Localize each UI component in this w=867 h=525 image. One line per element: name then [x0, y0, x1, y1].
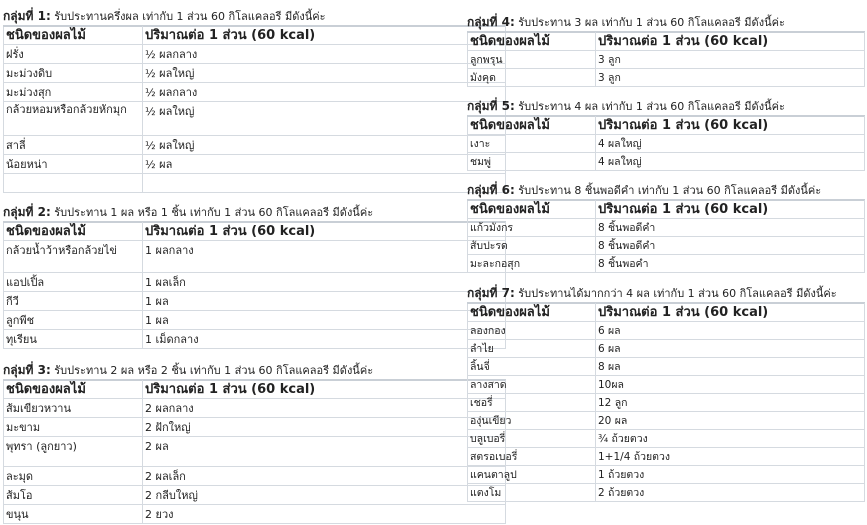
- col-amount-header: ปริมาณต่อ 1 ส่วน (60 kcal): [596, 117, 865, 135]
- table-row: [4, 292, 506, 311]
- group-4-panel: [467, 14, 865, 87]
- group-1-panel: [3, 8, 506, 193]
- group-6-panel: [467, 182, 865, 273]
- table-row: [4, 437, 506, 467]
- col-fruit-header: ชนิดของผลไม้: [4, 27, 143, 45]
- table-row: [4, 241, 506, 273]
- fruit-amount: 8 ชิ้นพอคำ: [596, 255, 865, 273]
- fruit-name: ลางสาด: [468, 376, 596, 394]
- group-7-label: กลุ่มที่ 7:: [467, 286, 515, 300]
- fruit-name: กล้วยหอมหรือกล้วยหักมุก: [4, 102, 143, 136]
- fruit-amount: ½ ผลกลาง: [143, 45, 506, 64]
- group-6-label: กลุ่มที่ 6:: [467, 183, 515, 197]
- group-6-desc: รับประทาน 8 ชิ้นพอดีคำ เท่ากับ 1 ส่วน 60 กิโลแคลอรี มีดังนี้ค่ะ: [514, 184, 822, 197]
- table-row: [4, 102, 506, 136]
- fruit-name: ละมุด: [4, 467, 143, 486]
- table-row: [4, 505, 506, 524]
- table-row: [4, 174, 506, 193]
- table-row: [468, 153, 865, 171]
- table-row: [468, 376, 865, 394]
- fruit-name: มังคุด: [468, 69, 596, 87]
- fruit-name: แก้วมังกร: [468, 219, 596, 237]
- group-5-label: กลุ่มที่ 5:: [467, 99, 515, 113]
- fruit-amount: 1 ผล: [143, 311, 506, 330]
- group-3-header: [3, 362, 506, 380]
- table-row: [4, 486, 506, 505]
- table-header-row: [468, 201, 865, 219]
- table-row: [4, 64, 506, 83]
- fruit-name: เงาะ: [468, 135, 596, 153]
- fruit-name: พุทรา (ลูกยาว): [4, 437, 143, 467]
- fruit-name: ลูกพรุน: [468, 51, 596, 69]
- group-7-desc: รับประทานได้มากกว่า 4 ผล เท่ากับ 1 ส่วน 60 กิโลแคลอรี มีดังนี้ค่ะ: [514, 287, 837, 300]
- fruit-amount: 2 กลีบใหญ่: [143, 486, 506, 505]
- col-fruit-header: ชนิดของผลไม้: [468, 33, 596, 51]
- col-amount-header: ปริมาณต่อ 1 ส่วน (60 kcal): [143, 27, 506, 45]
- fruit-name: ขนุน: [4, 505, 143, 524]
- fruit-name: ฝรั่ง: [4, 45, 143, 64]
- fruit-name: องุ่นเขียว: [468, 412, 596, 430]
- table-header-row: [4, 27, 506, 45]
- fruit-amount: 20 ผล: [596, 412, 865, 430]
- fruit-name: สับปะรด: [468, 237, 596, 255]
- group-4-desc: รับประทาน 3 ผล เท่ากับ 1 ส่วน 60 กิโลแคลอรี มีดังนี้ค่ะ: [514, 16, 785, 29]
- fruit-amount: 2 ยวง: [143, 505, 506, 524]
- fruit-name: แตงโม: [468, 484, 596, 502]
- fruit-amount: 2 ผลกลาง: [143, 399, 506, 418]
- table-row: [468, 69, 865, 87]
- fruit-amount: 4 ผลใหญ่: [596, 153, 865, 171]
- table-header-row: [4, 381, 506, 399]
- fruit-amount: [143, 174, 506, 193]
- fruit-name: ลองกอง: [468, 322, 596, 340]
- table-row: [4, 311, 506, 330]
- fruit-amount: ½ ผล: [143, 155, 506, 174]
- fruit-amount: 3 ลูก: [596, 69, 865, 87]
- group-5-table: [467, 116, 865, 171]
- group-1-desc: รับประทานครึ่งผล เท่ากับ 1 ส่วน 60 กิโลแคลอรี มีดังนี้ค่ะ: [50, 10, 326, 23]
- fruit-amount: 1 ผลกลาง: [143, 241, 506, 273]
- fruit-name: มะขาม: [4, 418, 143, 437]
- fruit-amount: ¾ ถ้วยตวง: [596, 430, 865, 448]
- group-3-panel: [3, 362, 506, 524]
- fruit-amount: ½ ผลใหญ่: [143, 102, 506, 136]
- table-row: [4, 83, 506, 102]
- table-row: [468, 340, 865, 358]
- fruit-amount: 2 ผล: [143, 437, 506, 467]
- group-5-panel: [467, 98, 865, 171]
- fruit-amount: 1 ถ้วยตวง: [596, 466, 865, 484]
- fruit-name: กีวี: [4, 292, 143, 311]
- fruit-amount: 2 ฝักใหญ่: [143, 418, 506, 437]
- fruit-name: ลิ้นจี่: [468, 358, 596, 376]
- group-2-desc: รับประทาน 1 ผล หรือ 1 ชิ้น เท่ากับ 1 ส่วน 60 กิโลแคลอรี มีดังนี้ค่ะ: [50, 206, 374, 219]
- table-header-row: [468, 117, 865, 135]
- table-row: [468, 237, 865, 255]
- table-row: [468, 219, 865, 237]
- fruit-name: บลูเบอรี่: [468, 430, 596, 448]
- table-row: [4, 136, 506, 155]
- group-1-label: กลุ่มที่ 1:: [3, 9, 51, 23]
- fruit-name: มะม่วงสุก: [4, 83, 143, 102]
- group-2-panel: [3, 204, 506, 349]
- table-row: [468, 430, 865, 448]
- table-row: [468, 322, 865, 340]
- table-row: [4, 399, 506, 418]
- group-5-header: [467, 98, 865, 116]
- group-4-header: [467, 14, 865, 32]
- table-row: [468, 448, 865, 466]
- fruit-amount: 12 ลูก: [596, 394, 865, 412]
- group-3-desc: รับประทาน 2 ผล หรือ 2 ชิ้น เท่ากับ 1 ส่วน 60 กิโลแคลอรี มีดังนี้ค่ะ: [50, 364, 374, 377]
- fruit-amount: 4 ผลใหญ่: [596, 135, 865, 153]
- fruit-amount: ½ ผลใหญ่: [143, 136, 506, 155]
- col-amount-header: ปริมาณต่อ 1 ส่วน (60 kcal): [596, 33, 865, 51]
- fruit-name: ส้มเขียวหวาน: [4, 399, 143, 418]
- fruit-amount: 10ผล: [596, 376, 865, 394]
- fruit-amount: 3 ลูก: [596, 51, 865, 69]
- fruit-amount: 6 ผล: [596, 322, 865, 340]
- table-row: [468, 255, 865, 273]
- table-row: [468, 135, 865, 153]
- col-fruit-header: ชนิดของผลไม้: [4, 381, 143, 399]
- fruit-name: น้อยหน่า: [4, 155, 143, 174]
- table-row: [468, 394, 865, 412]
- fruit-name: ทุเรียน: [4, 330, 143, 349]
- group-7-header: [467, 285, 865, 303]
- table-row: [468, 484, 865, 502]
- group-7-panel: [467, 285, 865, 502]
- fruit-name: ชมพู่: [468, 153, 596, 171]
- fruit-amount: 1 ผลเล็ก: [143, 273, 506, 292]
- table-row: [4, 330, 506, 349]
- group-2-label: กลุ่มที่ 2:: [3, 205, 51, 219]
- fruit-amount: 8 ชิ้นพอดีคำ: [596, 237, 865, 255]
- col-fruit-header: ชนิดของผลไม้: [468, 117, 596, 135]
- fruit-amount: 6 ผล: [596, 340, 865, 358]
- group-2-header: [3, 204, 506, 222]
- group-7-table: [467, 303, 865, 502]
- fruit-amount: 2 ผลเล็ก: [143, 467, 506, 486]
- col-fruit-header: ชนิดของผลไม้: [468, 304, 596, 322]
- fruit-name: แอปเปิ้ล: [4, 273, 143, 292]
- fruit-name: ลูกพีช: [4, 311, 143, 330]
- table-row: [4, 155, 506, 174]
- group-1-table: [3, 26, 506, 193]
- fruit-name: [4, 174, 143, 193]
- table-row: [4, 467, 506, 486]
- group-5-desc: รับประทาน 4 ผล เท่ากับ 1 ส่วน 60 กิโลแคลอรี มีดังนี้ค่ะ: [514, 100, 785, 113]
- table-header-row: [4, 223, 506, 241]
- group-6-header: [467, 182, 865, 200]
- fruit-amount: 1 ผล: [143, 292, 506, 311]
- fruit-name: มะม่วงดิบ: [4, 64, 143, 83]
- col-amount-header: ปริมาณต่อ 1 ส่วน (60 kcal): [143, 223, 506, 241]
- group-4-label: กลุ่มที่ 4:: [467, 15, 515, 29]
- col-amount-header: ปริมาณต่อ 1 ส่วน (60 kcal): [143, 381, 506, 399]
- table-row: [4, 418, 506, 437]
- col-fruit-header: ชนิดของผลไม้: [4, 223, 143, 241]
- group-4-table: [467, 32, 865, 87]
- fruit-name: มะละกอสุก: [468, 255, 596, 273]
- table-row: [468, 51, 865, 69]
- table-row: [468, 412, 865, 430]
- fruit-amount: 1 เม็ดกลาง: [143, 330, 506, 349]
- table-row: [468, 358, 865, 376]
- fruit-amount: ½ ผลใหญ่: [143, 64, 506, 83]
- table-header-row: [468, 33, 865, 51]
- table-row: [4, 273, 506, 292]
- fruit-name: ส้มโอ: [4, 486, 143, 505]
- col-fruit-header: ชนิดของผลไม้: [468, 201, 596, 219]
- fruit-amount: 8 ชิ้นพอดีคำ: [596, 219, 865, 237]
- group-2-table: [3, 222, 506, 349]
- fruit-amount: ½ ผลกลาง: [143, 83, 506, 102]
- group-6-table: [467, 200, 865, 273]
- table-header-row: [468, 304, 865, 322]
- fruit-name: แคนตาลูป: [468, 466, 596, 484]
- col-amount-header: ปริมาณต่อ 1 ส่วน (60 kcal): [596, 304, 865, 322]
- fruit-name: กล้วยน้ำว้าหรือกล้วยไข่: [4, 241, 143, 273]
- group-3-label: กลุ่มที่ 3:: [3, 363, 51, 377]
- fruit-name: สาลี่: [4, 136, 143, 155]
- fruit-name: ลำไย: [468, 340, 596, 358]
- group-3-table: [3, 380, 506, 524]
- fruit-amount: 8 ผล: [596, 358, 865, 376]
- table-row: [4, 45, 506, 64]
- fruit-amount: 1+1/4 ถ้วยตวง: [596, 448, 865, 466]
- fruit-amount: 2 ถ้วยตวง: [596, 484, 865, 502]
- fruit-name: สตรอเบอรี่: [468, 448, 596, 466]
- col-amount-header: ปริมาณต่อ 1 ส่วน (60 kcal): [596, 201, 865, 219]
- table-row: [468, 466, 865, 484]
- fruit-name: เชอรี่: [468, 394, 596, 412]
- group-1-header: [3, 8, 506, 26]
